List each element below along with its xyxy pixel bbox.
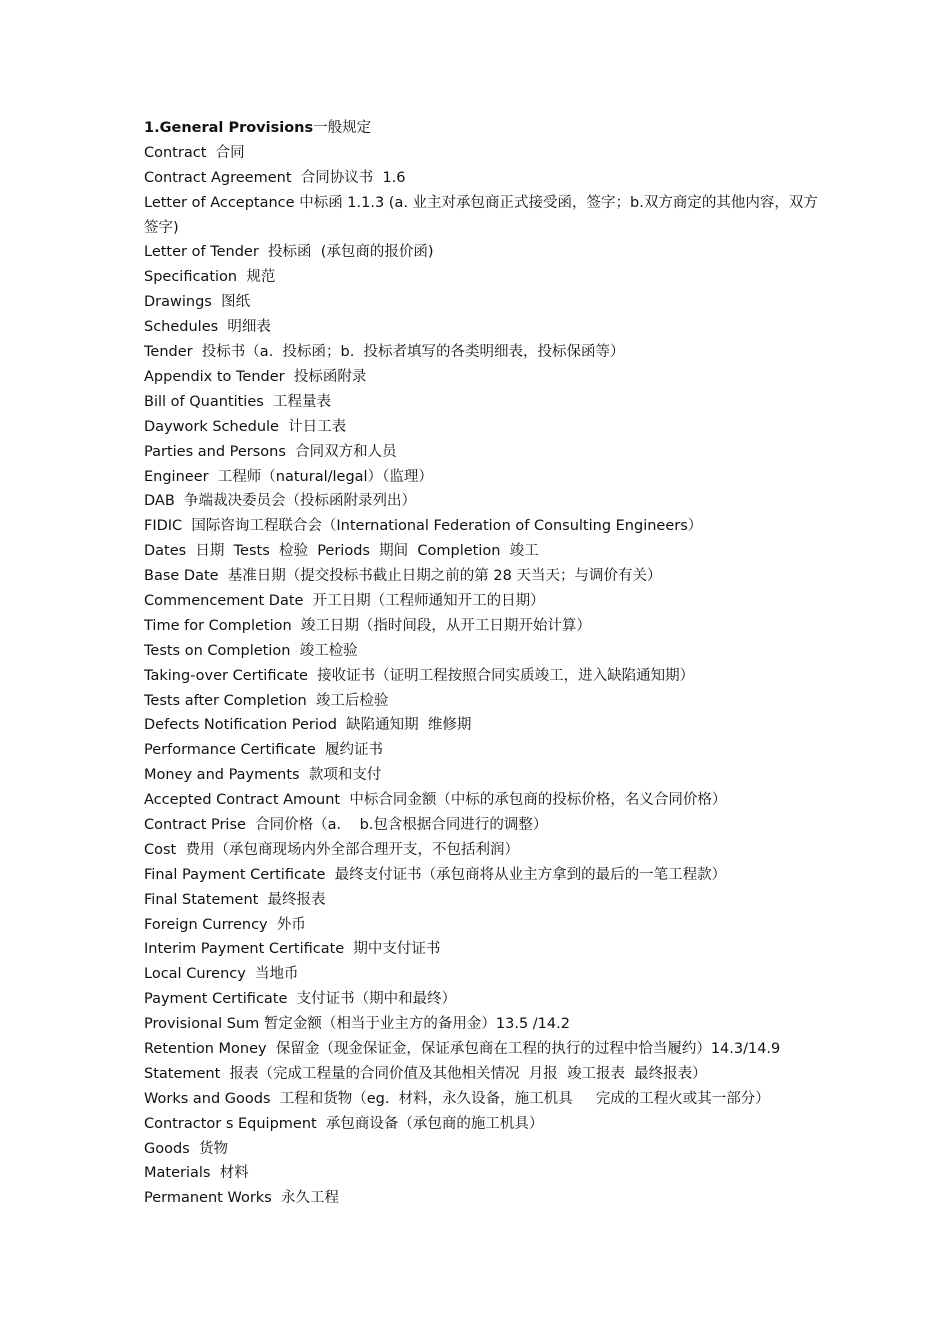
- term-line: Permanent Works 永久工程: [144, 1190, 339, 1207]
- term-line: Statement 报表（完成工程量的合同价值及其他相关情况 月报 竣工报表 最终报表）: [144, 1065, 707, 1082]
- term-line: Tests on Completion 竣工检验: [144, 642, 358, 659]
- term-line: FIDIC 国际咨询工程联合会（International Federation of Consulting Engineers）: [144, 518, 703, 535]
- term-line: Drawings 图纸: [144, 294, 251, 311]
- term-line: DAB 争端裁决委员会（投标函附录列出）: [144, 493, 416, 510]
- term-line: Performance Certificate 履约证书: [144, 742, 384, 759]
- term-line: Letter of Acceptance 中标函 1.1.3 (a. 业主对承包商正式接受函，签字；b.双方商定的其他内容，双方签字): [144, 194, 818, 236]
- section-heading-cn: 一般规定: [313, 120, 372, 136]
- term-line: Final Statement 最终报表: [144, 891, 326, 908]
- section-heading: [144, 116, 824, 141]
- term-line: Parties and Persons 合同双方和人员: [144, 443, 397, 460]
- term-line: Specification 规范: [144, 269, 276, 286]
- term-line: Local Curency 当地币: [144, 966, 299, 983]
- term-line: Daywork Schedule 计日工表: [144, 418, 347, 435]
- term-line: Accepted Contract Amount 中标合同金额（中标的承包商的投标价格，名义合同价格）: [144, 792, 727, 809]
- term-line: Commencement Date 开工日期（工程师通知开工的日期）: [144, 592, 545, 609]
- term-line: Tests after Completion 竣工后检验: [144, 692, 389, 709]
- term-line: Foreign Currency 外币: [144, 916, 306, 933]
- term-line: Schedules 明细表: [144, 319, 271, 336]
- document-body: [144, 116, 824, 1211]
- term-line: Contract Prise 合同价格（a. b.包含根据合同进行的调整）: [144, 816, 548, 833]
- term-line: Money and Payments 款项和支付: [144, 767, 382, 784]
- section-heading-en: 1.General Provisions: [144, 120, 314, 136]
- term-line: Works and Goods 工程和货物（eg. 材料，永久设备，施工机具 完成的工程火或其一部分）: [144, 1090, 770, 1107]
- term-line: Retention Money 保留金（现金保证金，保证承包商在工程的执行的过程中恰当履约）14.3/14.9: [144, 1040, 781, 1057]
- term-line: Appendix to Tender 投标函附录: [144, 368, 367, 385]
- term-line: Letter of Tender 投标函 (承包商的报价函): [144, 244, 434, 261]
- term-line: Interim Payment Certificate 期中支付证书: [144, 941, 441, 958]
- term-line: Payment Certificate 支付证书（期中和最终）: [144, 991, 457, 1008]
- term-line: Goods 货物: [144, 1140, 228, 1157]
- term-line: Defects Notification Period 缺陷通知期 维修期: [144, 717, 472, 734]
- term-line: Dates 日期 Tests 检验 Periods 期间 Completion 竣工: [144, 543, 539, 560]
- term-line: Taking-over Certificate 接收证书（证明工程按照合同实质竣工，进入缺陷通知期）: [144, 667, 695, 684]
- term-line: Provisional Sum 暂定金额（相当于业主方的备用金）13.5 /14.2: [144, 1016, 570, 1033]
- term-line: Contractor s Equipment 承包商设备（承包商的施工机具）: [144, 1115, 544, 1132]
- term-line: Base Date 基准日期（提交投标书截止日期之前的第 28 天当天；与调价有关）: [144, 568, 662, 585]
- term-line: Cost 费用（承包商现场内外全部合理开支，不包括利润）: [144, 841, 519, 858]
- term-line: Time for Completion 竣工日期（指时间段，从开工日期开始计算）: [144, 617, 591, 634]
- term-line: Tender 投标书（a. 投标函；b. 投标者填写的各类明细表，投标保函等）: [144, 344, 625, 361]
- term-line: Final Payment Certificate 最终支付证书（承包商将从业主方拿到的最后的一笔工程款）: [144, 866, 727, 883]
- term-line: Materials 材料: [144, 1165, 249, 1182]
- term-line: Bill of Quantities 工程量表: [144, 393, 332, 410]
- term-line: Contract 合同: [144, 144, 245, 161]
- term-line: Engineer 工程师（natural/legal）（监理）: [144, 468, 433, 485]
- term-line: Contract Agreement 合同协议书 1.6: [144, 169, 406, 186]
